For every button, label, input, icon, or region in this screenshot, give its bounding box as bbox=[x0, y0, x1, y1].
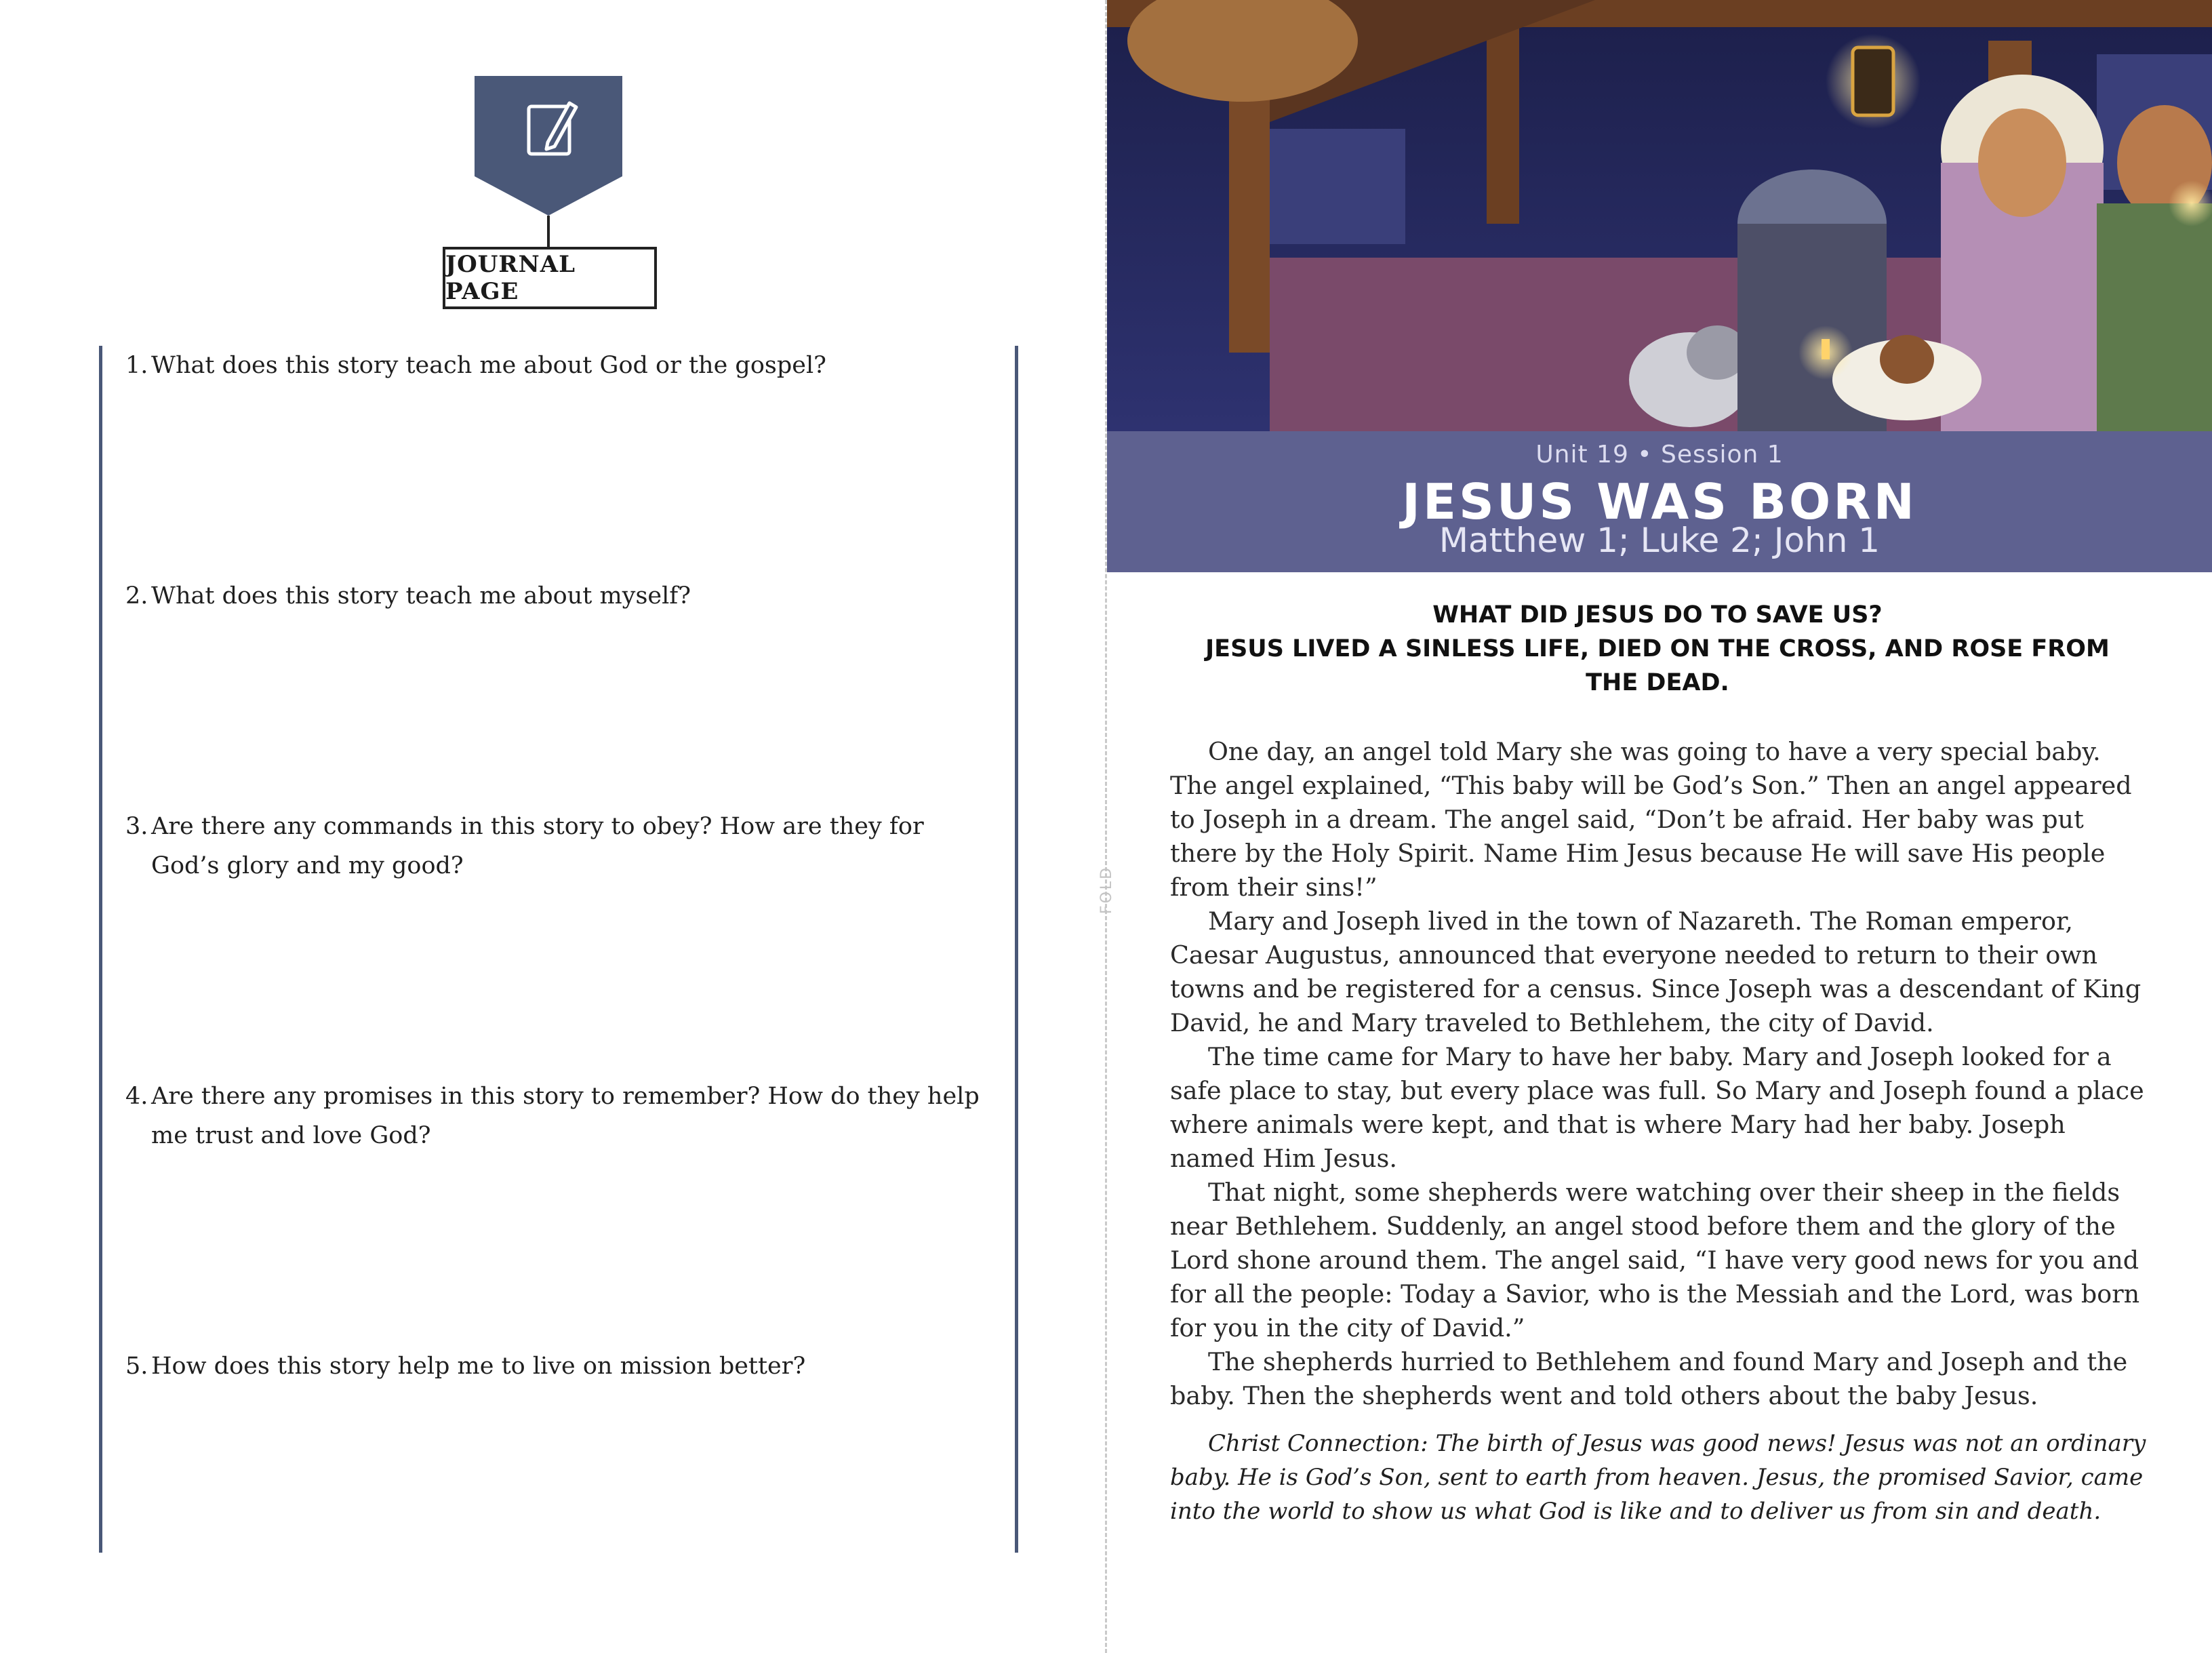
answer-line: JESUS LIVED A SINLESS LIFE, DIED ON THE CROSS, AND ROSE FROM THE DEAD. bbox=[1205, 635, 2110, 696]
journal-pencil-icon bbox=[475, 76, 622, 218]
journal-page-label: JOURNAL PAGE bbox=[443, 247, 657, 309]
journal-page bbox=[0, 0, 1105, 1653]
question-line: WHAT DID JESUS DO TO SAVE US? bbox=[1432, 601, 1883, 629]
story-paragraph: The time came for Mary to have her baby. Mary and Joseph looked for a safe place to stay, but every place was full. So Mary and Joseph found a place where animals were kept, and that is where Mary had her baby. Joseph named Him Jesus. bbox=[1170, 1042, 2144, 1173]
story-paragraph: That night, some shepherds were watching over their sheep in the fields near Bethlehem. Suddenly, an angel stood before them and the glory of the Lord shone around them. The angel said, “I have very good news for you and for all the people: Today a Savior, who is the Messiah and the Lord, was born for you in the city of David.” bbox=[1170, 1178, 2140, 1342]
story-paragraph: Mary and Joseph lived in the town of Nazareth. The Roman emperor, Caesar Augustus, announced that everyone needed to return to their own towns and be registered for a census. Since Joseph was a descendant of King David, he and Mary traveled to Bethlehem, the city of David. bbox=[1170, 907, 2141, 1037]
journal-question-2: 2. What does this story teach me about myself? bbox=[125, 582, 691, 610]
story-paragraph: The shepherds hurried to Bethlehem and found Mary and Joseph and the baby. Then the shepherds went and told others about the baby Jesus. bbox=[1170, 1347, 2128, 1410]
big-picture-question bbox=[1180, 598, 2135, 700]
journal-question-1: 1. What does this story teach me about God or the gospel? bbox=[125, 352, 826, 379]
lesson-title: JESUS WAS BORN bbox=[1402, 473, 1917, 530]
right-margin-rule bbox=[1015, 346, 1018, 1553]
fold-label: FOLD bbox=[1098, 865, 1116, 915]
christ-connection: Christ Connection: The birth of Jesus was good news! Jesus was not an ordinary baby. He is God’s Son, sent to earth from heaven. Jesus, the promised Savior, came into the world to show us what God is like and to deliver us from sin and death. bbox=[1170, 1430, 2146, 1525]
lesson-banner bbox=[1107, 431, 2212, 572]
story-paragraph: One day, an angel told Mary she was going to have a very special baby. The angel explained, “This baby will be God’s Son.” Then an angel appeared to Joseph in a dream. The angel said, “Don’t be afraid. Her baby was put there by the Holy Spirit. Name Him Jesus because He will save His people from their sins!” bbox=[1170, 737, 2132, 902]
scripture-reference: Matthew 1; Luke 2; John 1 bbox=[1439, 521, 1881, 560]
bible-story bbox=[1170, 735, 2146, 1413]
unit-session: Unit 19 • Session 1 bbox=[1535, 441, 1784, 469]
journal-question-4: 4. Are there any promises in this story to remember? How do they help me trust and love God? bbox=[125, 1083, 980, 1149]
left-margin-rule bbox=[99, 346, 102, 1553]
journal-question-5: 5. How does this story help me to live on mission better? bbox=[125, 1353, 806, 1380]
nativity-illustration bbox=[1107, 0, 2212, 431]
journal-question-3: 3. Are there any commands in this story to obey? How are they for God’s glory and my good? bbox=[125, 813, 924, 879]
badge-connector bbox=[547, 216, 550, 247]
